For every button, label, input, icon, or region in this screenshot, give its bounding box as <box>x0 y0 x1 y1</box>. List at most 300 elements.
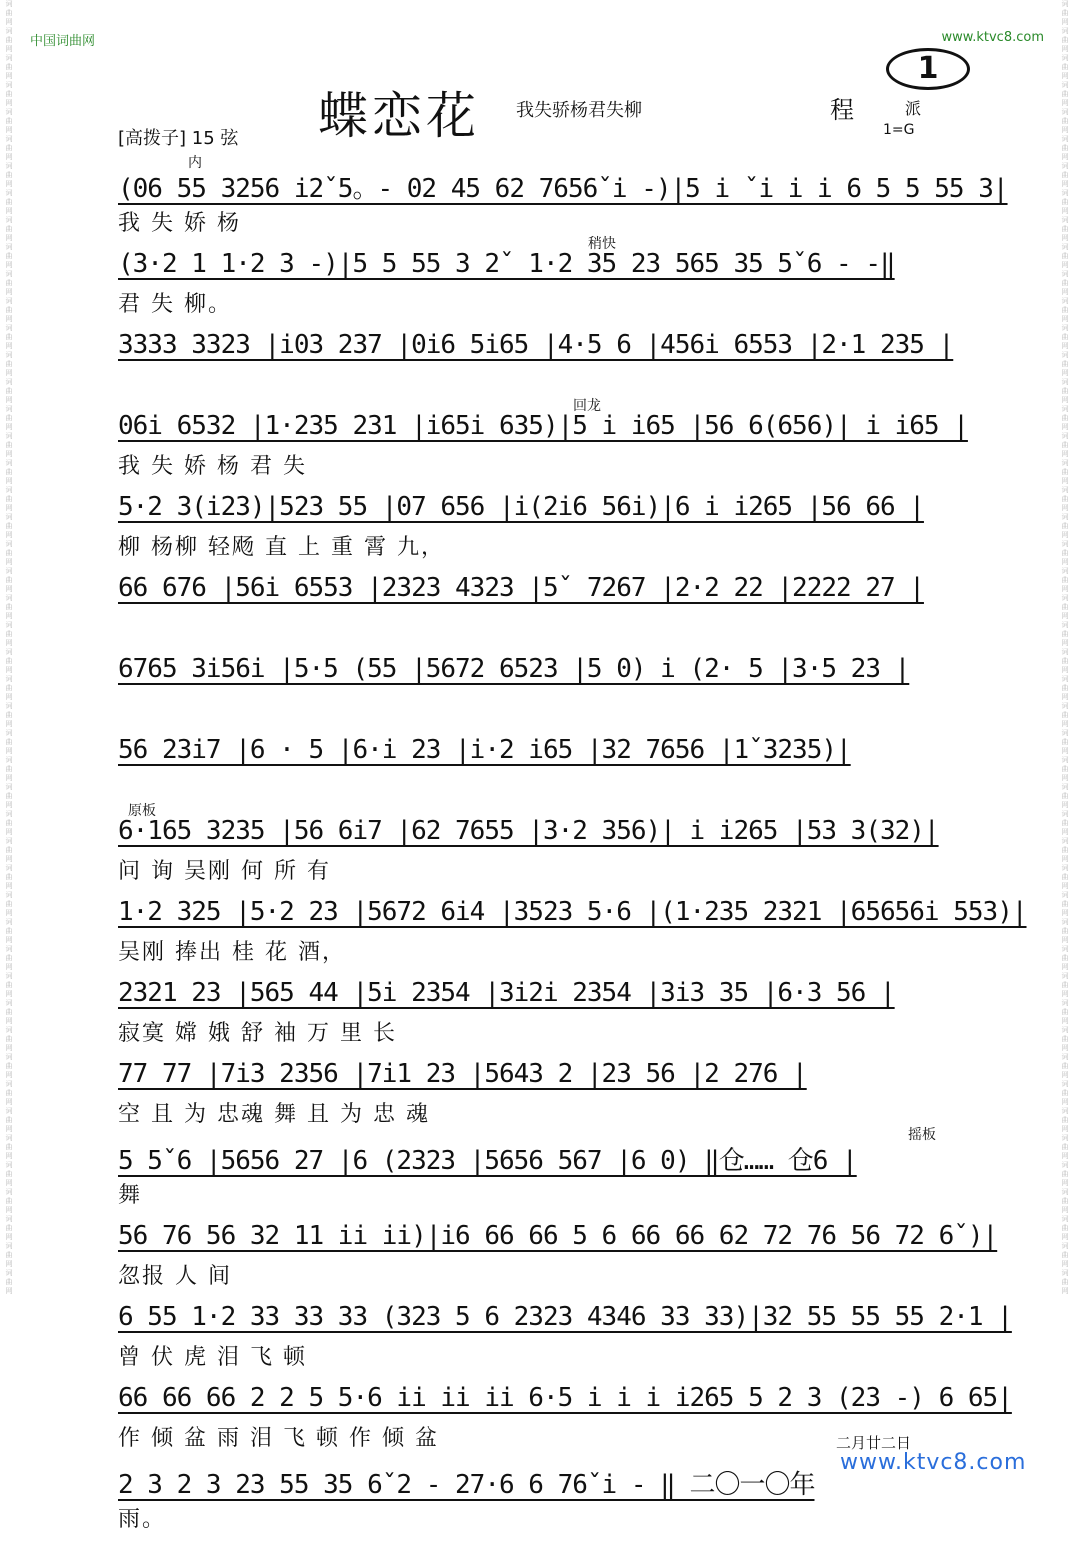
watermark-char: 网 <box>1061 1233 1069 1241</box>
watermark-char: 网 <box>1061 612 1069 620</box>
system-lyrics: 舞 <box>118 1183 143 1208</box>
watermark-char: 曲 <box>5 792 13 800</box>
watermark-char: 词 <box>5 432 13 440</box>
watermark-char: 曲 <box>5 279 13 287</box>
watermark-char: 词 <box>5 675 13 683</box>
watermark-char: 网 <box>1061 234 1069 242</box>
watermark-char: 曲 <box>1061 711 1069 719</box>
watermark-char: 网 <box>1061 963 1069 971</box>
watermark-char: 词 <box>5 108 13 116</box>
watermark-char: 词 <box>5 891 13 899</box>
watermark-char: 网 <box>1061 1044 1069 1052</box>
system-notes: 6 55 1·2 33 33 33 (323 5 6 2323 4346 33 33)|32 55 55 55 2·1 | <box>118 1302 1012 1332</box>
watermark-char: 网 <box>1061 639 1069 647</box>
watermark-char: 词 <box>1061 81 1069 89</box>
system-marking: 内 <box>188 155 202 171</box>
watermark-char: 词 <box>5 216 13 224</box>
watermark-char: 曲 <box>1061 522 1069 530</box>
watermark-char: 词 <box>5 162 13 170</box>
watermark-char: 曲 <box>5 441 13 449</box>
watermark-char: 词 <box>1061 702 1069 710</box>
watermark-char: 曲 <box>1061 1197 1069 1205</box>
watermark-char: 网 <box>1061 504 1069 512</box>
watermark-char: 曲 <box>1061 981 1069 989</box>
watermark-char: 曲 <box>1061 90 1069 98</box>
watermark-char: 词 <box>1061 378 1069 386</box>
watermark-char: 曲 <box>1061 927 1069 935</box>
watermark-char: 词 <box>1061 1215 1069 1223</box>
watermark-char: 网 <box>1061 180 1069 188</box>
watermark-char: 网 <box>5 720 13 728</box>
watermark-char: 词 <box>5 864 13 872</box>
watermark-char: 曲 <box>5 1116 13 1124</box>
watermark-char: 词 <box>1061 567 1069 575</box>
watermark-char: 曲 <box>1061 846 1069 854</box>
watermark-char: 网 <box>1061 45 1069 53</box>
watermark-char: 网 <box>1061 693 1069 701</box>
tempo-marking: [高拨子] 15 弦 <box>118 128 239 149</box>
watermark-char: 词 <box>5 513 13 521</box>
watermark-char: 网 <box>5 801 13 809</box>
watermark-char: 网 <box>1061 801 1069 809</box>
watermark-char: 曲 <box>1061 1116 1069 1124</box>
watermark-char: 词 <box>5 972 13 980</box>
watermark-char: 曲 <box>5 1008 13 1016</box>
watermark-char: 网 <box>5 828 13 836</box>
watermark-char: 网 <box>5 99 13 107</box>
watermark-char: 词 <box>5 1215 13 1223</box>
watermark-char: 曲 <box>1061 900 1069 908</box>
watermark-char: 网 <box>1061 342 1069 350</box>
watermark-char: 词 <box>1061 459 1069 467</box>
watermark-char: 词 <box>5 1161 13 1169</box>
watermark-char: 词 <box>1061 351 1069 359</box>
watermark-char: 网 <box>1061 936 1069 944</box>
watermark-char: 曲 <box>1061 495 1069 503</box>
watermark-char: 词 <box>1061 540 1069 548</box>
watermark-char: 网 <box>1061 477 1069 485</box>
watermark-char: 词 <box>5 783 13 791</box>
score-subtitle: 我失骄杨君失柳 <box>516 100 642 121</box>
watermark-char: 曲 <box>5 1224 13 1232</box>
watermark-char: 词 <box>5 135 13 143</box>
watermark-char: 词 <box>1061 891 1069 899</box>
watermark-char: 曲 <box>5 1089 13 1097</box>
watermark-char: 词 <box>1061 675 1069 683</box>
watermark-char: 网 <box>5 1179 13 1187</box>
watermark-char: 网 <box>5 639 13 647</box>
watermark-char: 词 <box>5 810 13 818</box>
watermark-char: 词 <box>1061 135 1069 143</box>
watermark-char: 曲 <box>5 657 13 665</box>
watermark-char: 曲 <box>1061 279 1069 287</box>
score-system <box>118 155 1018 249</box>
watermark-char: 网 <box>5 1044 13 1052</box>
watermark-char: 词 <box>5 567 13 575</box>
score-system <box>118 1059 1018 1140</box>
watermark-char: 曲 <box>1061 1143 1069 1151</box>
watermark-char: 网 <box>5 261 13 269</box>
watermark-char: 网 <box>5 1071 13 1079</box>
system-lyrics: 君 失 柳。 <box>118 292 232 317</box>
watermark-char: 曲 <box>1061 333 1069 341</box>
watermark-char: 网 <box>5 477 13 485</box>
watermark-char: 网 <box>5 1152 13 1160</box>
watermark-char: 曲 <box>1061 198 1069 206</box>
watermark-char: 曲 <box>5 738 13 746</box>
system-lyrics: 寂寞 嫦 娥 舒 袖 万 里 长 <box>118 1021 397 1046</box>
system-notes: 6·165 3235 |56 6i7 |62 7655 |3·2 356)| i i265 |53 3(32)| <box>118 816 939 846</box>
system-notes: 56 23i7 |6 · 5 |6·i 23 |i·2 i65 |32 7656 |1ˇ3235)| <box>118 735 851 765</box>
key-signature: 1=G <box>883 122 915 138</box>
score-system <box>118 803 1018 897</box>
watermark-char: 词 <box>5 54 13 62</box>
score-system <box>118 654 1018 735</box>
watermark-char: 词 <box>5 1080 13 1088</box>
watermark-char: 网 <box>1061 288 1069 296</box>
watermark-char: 网 <box>1061 369 1069 377</box>
watermark-char: 曲 <box>5 1143 13 1151</box>
watermark-char: 曲 <box>5 171 13 179</box>
watermark-char: 曲 <box>1061 225 1069 233</box>
system-lyrics: 忽报 人 间 <box>118 1264 232 1289</box>
watermark-char: 词 <box>1061 189 1069 197</box>
watermark-char: 曲 <box>5 684 13 692</box>
watermark-char: 词 <box>1061 756 1069 764</box>
watermark-char: 网 <box>1061 882 1069 890</box>
watermark-char: 词 <box>5 405 13 413</box>
watermark-char: 网 <box>1061 126 1069 134</box>
watermark-char: 词 <box>1061 27 1069 35</box>
watermark-char: 词 <box>5 459 13 467</box>
watermark-char: 网 <box>5 1125 13 1133</box>
watermark-char: 词 <box>5 0 13 8</box>
watermark-char: 曲 <box>1061 738 1069 746</box>
footer-date: 二月廿二日 <box>836 1434 912 1452</box>
watermark-char: 网 <box>5 423 13 431</box>
score-system <box>118 735 1018 816</box>
system-marking: 原板 <box>128 803 156 819</box>
watermark-char: 网 <box>5 504 13 512</box>
watermark-char: 曲 <box>1061 1008 1069 1016</box>
system-notes: 66 676 |56i 6553 |2323 4323 |5ˇ 7267 |2·2 22 |2222 27 | <box>118 573 924 603</box>
watermark-char: 词 <box>1061 270 1069 278</box>
watermark-char: 曲 <box>1061 252 1069 260</box>
page-number-badge: 1 <box>886 48 970 90</box>
watermark-char: 网 <box>5 612 13 620</box>
watermark-char: 网 <box>1061 153 1069 161</box>
watermark-char: 词 <box>1061 945 1069 953</box>
watermark-char: 曲 <box>5 90 13 98</box>
watermark-char: 曲 <box>5 927 13 935</box>
watermark-char: 网 <box>5 180 13 188</box>
system-notes: 2321 23 |565 44 |5i 2354 |3i2i 2354 |3i3 35 |6·3 56 | <box>118 978 895 1008</box>
watermark-char: 词 <box>5 189 13 197</box>
watermark-char: 曲 <box>1061 765 1069 773</box>
watermark-char: 网 <box>5 855 13 863</box>
watermark-char: 词 <box>5 81 13 89</box>
watermark-char: 词 <box>5 486 13 494</box>
watermark-char: 曲 <box>5 711 13 719</box>
watermark-char: 曲 <box>5 765 13 773</box>
score-title: 蝶恋花 <box>318 87 480 145</box>
watermark-char: 曲 <box>1061 468 1069 476</box>
score-system <box>118 330 1018 411</box>
watermark-char: 网 <box>5 531 13 539</box>
watermark-char: 曲 <box>1061 819 1069 827</box>
watermark-char: 曲 <box>5 117 13 125</box>
watermark-char: 词 <box>5 1053 13 1061</box>
watermark-char: 网 <box>1061 774 1069 782</box>
watermark-char: 曲 <box>5 1278 13 1286</box>
watermark-char: 网 <box>1061 1179 1069 1187</box>
watermark-char: 词 <box>1061 972 1069 980</box>
watermark-char: 网 <box>5 585 13 593</box>
watermark-char: 曲 <box>5 873 13 881</box>
watermark-char: 曲 <box>5 846 13 854</box>
watermark-char: 网 <box>5 1206 13 1214</box>
watermark-char: 词 <box>1061 1269 1069 1277</box>
watermark-char: 网 <box>5 153 13 161</box>
watermark-char: 词 <box>1061 918 1069 926</box>
watermark-char: 网 <box>1061 18 1069 26</box>
watermark-char: 曲 <box>5 1251 13 1259</box>
watermark-char: 网 <box>5 126 13 134</box>
system-notes: 3333 3323 |i03 237 |0i6 5i65 |4·5 6 |456i 6553 |2·1 235 | <box>118 330 954 360</box>
watermark-char: 词 <box>5 351 13 359</box>
watermark-char: 曲 <box>1061 1089 1069 1097</box>
watermark-char: 网 <box>5 18 13 26</box>
watermark-char: 曲 <box>1061 630 1069 638</box>
watermark-char: 词 <box>1061 621 1069 629</box>
watermark-char: 网 <box>1061 909 1069 917</box>
watermark-char: 词 <box>5 918 13 926</box>
site-name-link[interactable]: 中国词曲网 <box>30 34 96 49</box>
watermark-char: 词 <box>1061 1107 1069 1115</box>
troupe-name: 程 <box>830 96 854 124</box>
side-watermark-right <box>1058 0 1072 1500</box>
site-url-link[interactable]: www.ktvc8.com <box>941 30 1044 45</box>
score-system <box>118 573 1018 654</box>
watermark-char: 网 <box>5 72 13 80</box>
system-lyrics: 吴刚 捧出 桂 花 酒， <box>118 940 346 965</box>
watermark-char: 网 <box>5 558 13 566</box>
watermark-char: 词 <box>5 297 13 305</box>
watermark-char: 曲 <box>5 414 13 422</box>
watermark-char: 网 <box>1061 531 1069 539</box>
system-lyrics: 柳 杨柳 轻飏 直 上 重 霄 九， <box>118 535 445 560</box>
watermark-char: 网 <box>5 315 13 323</box>
system-notes: 1·2 325 |5·2 23 |5672 6i4 |3523 5·6 |(1·235 2321 |65656i 553)| <box>118 897 1027 927</box>
watermark-char: 曲 <box>1061 360 1069 368</box>
watermark-char: 网 <box>5 1260 13 1268</box>
watermark-char: 词 <box>5 729 13 737</box>
system-notes: 5 5ˇ6 |5656 27 |6 (2323 |5656 567 |6 0) ‖仓…… 仓6 | <box>118 1146 857 1176</box>
watermark-char: 词 <box>5 378 13 386</box>
watermark-char: 曲 <box>5 144 13 152</box>
watermark-char: 词 <box>1061 162 1069 170</box>
watermark-char: 网 <box>5 882 13 890</box>
watermark-char: 曲 <box>5 900 13 908</box>
watermark-char: 曲 <box>1061 306 1069 314</box>
watermark-char: 曲 <box>1061 1278 1069 1286</box>
watermark-char: 词 <box>1061 1188 1069 1196</box>
watermark-char: 词 <box>5 594 13 602</box>
watermark-char: 曲 <box>1061 873 1069 881</box>
watermark-char: 曲 <box>5 522 13 530</box>
watermark-char: 词 <box>5 837 13 845</box>
watermark-char: 曲 <box>5 468 13 476</box>
watermark-char: 曲 <box>1061 63 1069 71</box>
watermark-char: 曲 <box>5 333 13 341</box>
watermark-char: 网 <box>1061 828 1069 836</box>
watermark-char: 曲 <box>5 1062 13 1070</box>
watermark-char: 词 <box>5 1134 13 1142</box>
score-system <box>118 492 1018 573</box>
watermark-char: 曲 <box>1061 657 1069 665</box>
score-system <box>118 897 1027 978</box>
watermark-char: 网 <box>5 963 13 971</box>
watermark-char: 曲 <box>1061 387 1069 395</box>
watermark-char: 曲 <box>5 36 13 44</box>
watermark-char: 曲 <box>1061 171 1069 179</box>
watermark-char: 词 <box>1061 0 1069 8</box>
watermark-char: 网 <box>5 1098 13 1106</box>
watermark-char: 曲 <box>5 360 13 368</box>
watermark-char: 曲 <box>5 603 13 611</box>
watermark-char: 词 <box>1061 324 1069 332</box>
watermark-char: 词 <box>5 702 13 710</box>
watermark-char: 曲 <box>1061 117 1069 125</box>
watermark-char: 曲 <box>1061 441 1069 449</box>
watermark-char: 词 <box>1061 1080 1069 1088</box>
watermark-char: 曲 <box>5 1035 13 1043</box>
score-system <box>118 398 1018 492</box>
watermark-char: 词 <box>1061 837 1069 845</box>
watermark-char: 网 <box>1061 423 1069 431</box>
watermark-char: 网 <box>1061 207 1069 215</box>
watermark-char: 词 <box>1061 243 1069 251</box>
watermark-char: 曲 <box>1061 954 1069 962</box>
watermark-char: 词 <box>5 27 13 35</box>
system-marking: 稍快 <box>588 236 616 252</box>
watermark-char: 曲 <box>1061 144 1069 152</box>
score-body <box>118 155 1027 1545</box>
watermark-char: 词 <box>5 1269 13 1277</box>
watermark-char: 曲 <box>5 981 13 989</box>
watermark-char: 网 <box>5 369 13 377</box>
watermark-char: 网 <box>1061 585 1069 593</box>
watermark-char: 网 <box>1061 1260 1069 1268</box>
watermark-char: 曲 <box>5 576 13 584</box>
watermark-char: 网 <box>1061 396 1069 404</box>
watermark-char: 网 <box>1061 1125 1069 1133</box>
system-marking: 回龙 <box>573 398 601 414</box>
watermark-char: 词 <box>5 999 13 1007</box>
system-marking: 摇板 <box>908 1127 936 1143</box>
watermark-char: 词 <box>1061 486 1069 494</box>
watermark-char: 词 <box>5 756 13 764</box>
watermark-char: 词 <box>1061 108 1069 116</box>
system-notes: (3·2 1 1·2 3 -)|5 5 55 3 2ˇ 1·2 35 23 565 35 5ˇ6 - -‖ <box>118 249 895 279</box>
watermark-char: 词 <box>1061 513 1069 521</box>
watermark-char: 词 <box>1061 1053 1069 1061</box>
watermark-char: 曲 <box>5 819 13 827</box>
watermark-char: 词 <box>1061 729 1069 737</box>
watermark-char: 网 <box>5 990 13 998</box>
watermark-char: 网 <box>1061 1071 1069 1079</box>
watermark-char: 词 <box>5 648 13 656</box>
watermark-char: 词 <box>5 540 13 548</box>
watermark-char: 网 <box>5 450 13 458</box>
side-watermark-left <box>2 0 16 1500</box>
system-notes: (06 55 3256 i2ˇ5。- 02 45 62 7656ˇi -)|5 i ˇi i i 6 5 5 55 3| <box>118 174 1008 204</box>
footer-url[interactable]: www.ktvc8.com <box>840 1450 1027 1475</box>
watermark-char: 网 <box>5 288 13 296</box>
system-lyrics: 空 且 为 忠魂 舞 且 为 忠 魂 <box>118 1102 430 1127</box>
system-notes: 56 76 56 32 11 ii ii)|i6 66 66 5 6 66 66 62 72 76 56 72 6ˇ)| <box>118 1221 998 1251</box>
system-lyrics: 作 倾 盆 雨 泪 飞 顿 作 倾 盆 <box>118 1426 439 1451</box>
watermark-char: 网 <box>5 747 13 755</box>
watermark-char: 曲 <box>5 252 13 260</box>
watermark-char: 网 <box>1061 261 1069 269</box>
watermark-char: 网 <box>1061 99 1069 107</box>
watermark-char: 网 <box>1061 1017 1069 1025</box>
system-lyrics: 曾 伏 虎 泪 飞 顿 <box>118 1345 307 1370</box>
watermark-char: 曲 <box>5 9 13 17</box>
system-lyrics: 雨。 <box>118 1507 167 1532</box>
watermark-char: 网 <box>5 1017 13 1025</box>
watermark-char: 曲 <box>1061 1035 1069 1043</box>
watermark-char: 网 <box>1061 990 1069 998</box>
watermark-char: 网 <box>5 1287 13 1295</box>
watermark-char: 词 <box>1061 297 1069 305</box>
watermark-char: 词 <box>1061 1161 1069 1169</box>
score-system <box>118 1464 1018 1545</box>
watermark-char: 曲 <box>1061 549 1069 557</box>
watermark-char: 网 <box>1061 558 1069 566</box>
watermark-char: 词 <box>1061 432 1069 440</box>
watermark-char: 曲 <box>5 198 13 206</box>
watermark-char: 网 <box>5 693 13 701</box>
watermark-char: 网 <box>1061 747 1069 755</box>
watermark-char: 词 <box>5 270 13 278</box>
troupe-suffix: 派 <box>905 99 922 118</box>
watermark-char: 曲 <box>1061 1224 1069 1232</box>
watermark-char: 词 <box>1061 864 1069 872</box>
watermark-char: 网 <box>5 342 13 350</box>
system-notes: 6765 3i56i |5·5 (55 |5672 6523 |5 0) i (2· 5 |3·5 23 | <box>118 654 910 684</box>
watermark-char: 词 <box>1061 1026 1069 1034</box>
watermark-char: 曲 <box>1061 414 1069 422</box>
watermark-char: 词 <box>1061 999 1069 1007</box>
watermark-char: 词 <box>5 1188 13 1196</box>
watermark-char: 网 <box>1061 1152 1069 1160</box>
watermark-char: 网 <box>5 1233 13 1241</box>
watermark-char: 曲 <box>5 387 13 395</box>
watermark-char: 曲 <box>5 549 13 557</box>
watermark-char: 曲 <box>5 1197 13 1205</box>
watermark-char: 曲 <box>1061 36 1069 44</box>
watermark-char: 网 <box>5 207 13 215</box>
watermark-char: 网 <box>1061 450 1069 458</box>
system-notes: 5·2 3(i23)|523 55 |07 656 |i(2i6 56i)|6 i i265 |56 66 | <box>118 492 924 522</box>
watermark-char: 网 <box>5 396 13 404</box>
watermark-char: 词 <box>1061 1242 1069 1250</box>
watermark-char: 曲 <box>1061 576 1069 584</box>
watermark-char: 词 <box>5 945 13 953</box>
system-notes: 06i 6532 |1·235 231 |i65i 635)|5 i i65 |56 6(656)| i i65 | <box>118 411 968 441</box>
